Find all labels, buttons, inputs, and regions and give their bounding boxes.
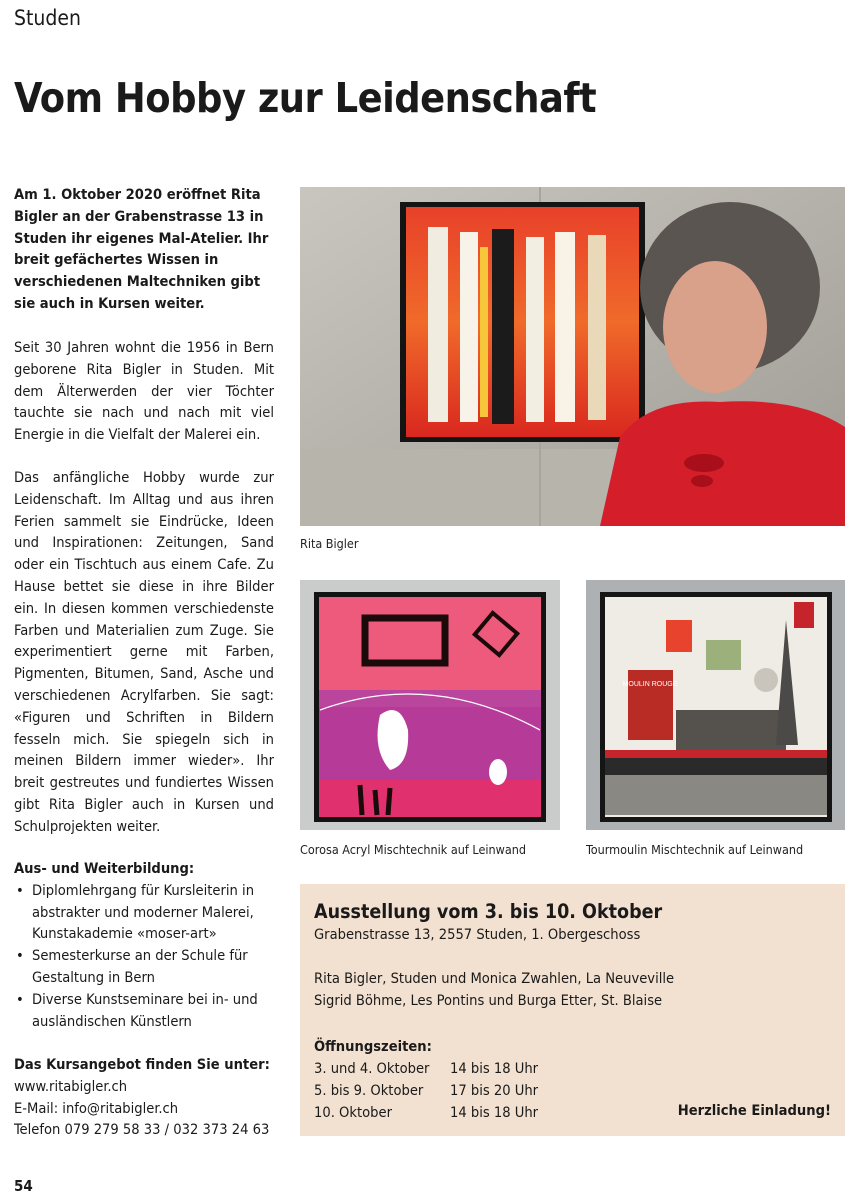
education-list (14, 880, 274, 1033)
painting-tourmoulin-caption: Tourmoulin Mischtechnik auf Leinwand (586, 842, 804, 857)
moulin-rouge-sign: MOULIN ROUGE (622, 681, 678, 688)
painting-corosa (300, 580, 560, 830)
table-row (314, 1080, 538, 1102)
hours-days: 10. Oktober (314, 1104, 392, 1121)
hours-time: 17 bis 20 Uhr (450, 1082, 539, 1099)
website-link[interactable]: www.ritabigler.ch (14, 1077, 128, 1095)
invitation-text: Herzliche Einladung! (677, 1102, 831, 1119)
table-row (314, 1058, 538, 1080)
education-section (14, 858, 274, 1032)
email-link[interactable]: E-Mail: info@ritabigler.ch (14, 1099, 179, 1117)
list-item: • Diverse Kunstseminare bei in- und ausländischen Künstlern (14, 989, 274, 1033)
opening-hours-heading: Öffnungszeiten: (314, 1038, 432, 1055)
exhibition-address: Grabenstrasse 13, 2557 Studen, 1. Obergeschoss (314, 926, 641, 943)
exhibition-artists-2: Sigrid Böhme, Les Pontins und Burga Etter, St. Blaise (314, 992, 663, 1009)
lead-paragraph: Am 1. Oktober 2020 eröffnet Rita Bigler an der Grabenstrasse 13 in Studen ihr eigenes Mal-Atelier. Ihr breit gefächertes Wissen in verschiedenen Maltechniken gibt sie auch in Kursen weiter. (14, 186, 269, 312)
hours-time: 14 bis 18 Uhr (450, 1060, 539, 1077)
painting-corosa-caption: Corosa Acryl Mischtechnik auf Leinwand (300, 842, 527, 857)
opening-hours (314, 1036, 538, 1124)
exhibition-artists-1: Rita Bigler, Studen und Monica Zwahlen, La Neuveville (314, 970, 675, 987)
portrait-photo (300, 187, 845, 526)
body-paragraph-2: Das anfängliche Hobby wurde zur Leidenschaft. Im Alltag und aus ihren Ferien sammelt sie Eindrücke, Ideen und Inspirationen: Zeitungen, Sand oder ein Tischtuch aus einem Cafe. Zu Hause bettet sie diese in ihre Bilder ein. In diesen kommen verschiedenste Farben und Materialien zum Zuge. Sie experimentiert gerne mit Farben, Pigmenten, Bitumen, Sand, Asche und verschiedenen Acrylfarben. Sie sagt: «Figuren und Schriften in Bildern fesseln mich. Sie spiegeln sich in meinen Bildern immer wieder». Ihr breit gestreutes und fundiertes Wissen gibt Rita Bigler auch in Kursen und Schulprojekten weiter. (14, 469, 274, 835)
body-paragraph-1: Seit 30 Jahren wohnt die 1956 in Bern geborene Rita Bigler in Studen. Mit dem Älterwerden der vier Töchter tauchte sie nach und nach mit viel Energie in die Vielfalt der Malerei ein. (14, 339, 274, 444)
contact-heading: Das Kursangebot finden Sie unter: (14, 1056, 270, 1073)
painting-tourmoulin (586, 580, 845, 830)
contact-section (14, 1054, 274, 1141)
education-heading: Aus- und Weiterbildung: (14, 860, 195, 877)
hours-days: 5. bis 9. Oktober (314, 1082, 424, 1099)
table-row (314, 1102, 538, 1124)
list-item: • Semesterkurse an der Schule für Gestaltung in Bern (14, 945, 274, 989)
exhibition-title: Ausstellung vom 3. bis 10. Oktober (314, 900, 663, 923)
list-item: • Diplomlehrgang für Kursleiterin in abstrakter und moderner Malerei, Kunstakademie «moser-art» (14, 880, 274, 945)
page-title: Vom Hobby zur Leidenschaft (14, 74, 597, 122)
hours-days: 3. und 4. Oktober (314, 1060, 430, 1077)
portrait-caption: Rita Bigler (300, 536, 359, 551)
phone-number: Telefon 079 279 58 33 / 032 373 24 63 (14, 1121, 270, 1139)
page-number: 54 (14, 1177, 33, 1195)
section-label: Studen (14, 6, 81, 30)
hours-time: 14 bis 18 Uhr (450, 1104, 539, 1121)
exhibition-box (300, 884, 845, 1136)
